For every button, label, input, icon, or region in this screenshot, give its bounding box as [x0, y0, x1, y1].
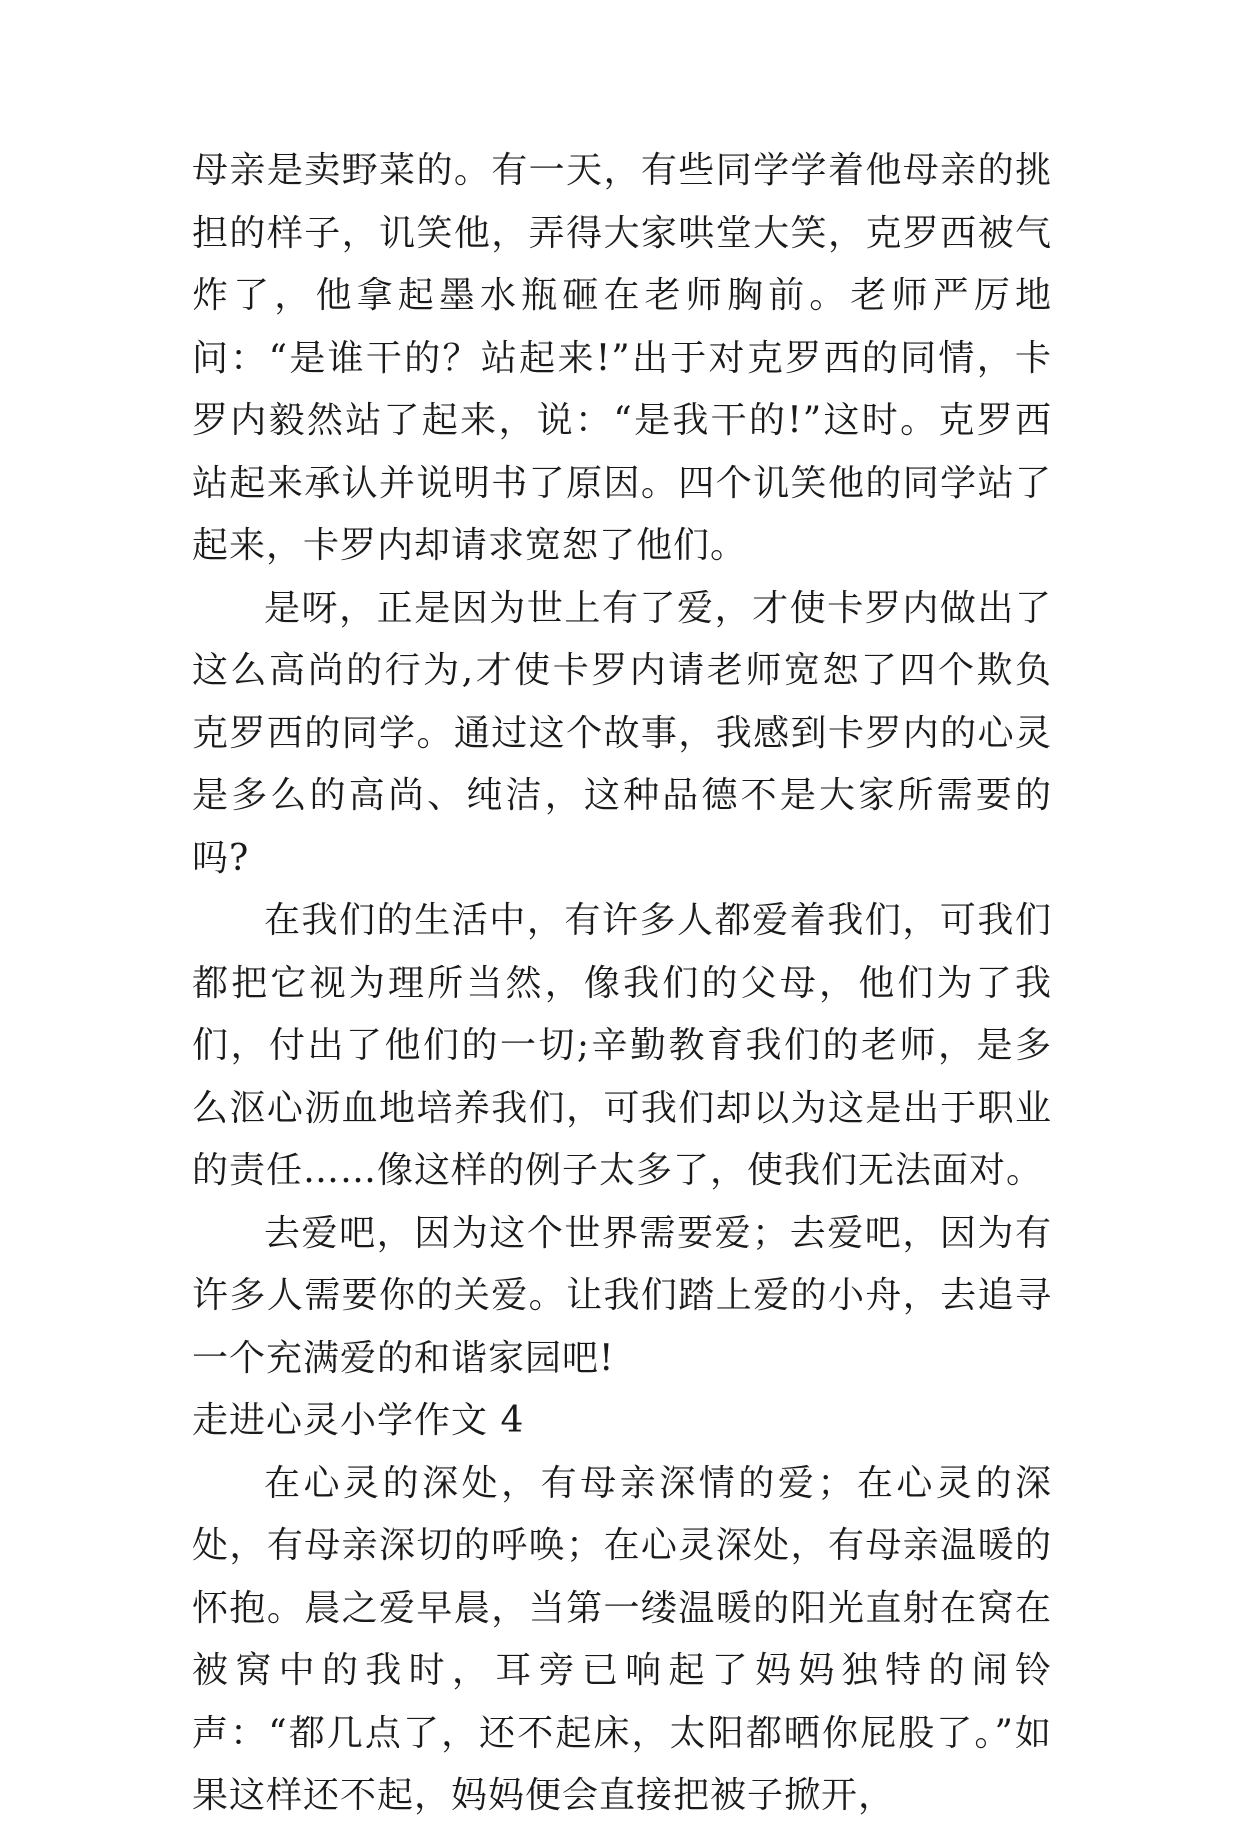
paragraph-3: 在我们的生活中，有许多人都爱着我们，可我们都把它视为理所当然，像我们的父母，他们为了我们，付出了他们的一切;辛勤教育我们的老师，是多么沤心沥血地培养我们，可我们却以为这是出于职业的责任……像这样的例子太多了，使我们无法面对。: [192, 900, 1052, 1191]
paragraph-1: 母亲是卖野菜的。有一天，有些同学学着他母亲的挑担的样子，讥笑他，弄得大家哄堂大笑，克罗西被气炸了，他拿起墨水瓶砸在老师胸前。老师严厉地问：“是谁干的？站起来!”出于对克罗西的同情，卡罗内毅然站了起来，说：“是我干的!”这时。克罗西站起来承认并说明书了原因。四个讥笑他的同学站了起来，卡罗内却请求宽恕了他们。: [192, 150, 1052, 566]
body-text: [192, 140, 1052, 1828]
paragraph-5: 在心灵的深处，有母亲深情的爱；在心灵的深处，有母亲深切的呼唤；在心灵深处，有母亲温暖的怀抱。晨之爱早晨，当第一缕温暖的阳光直射在窝在被窝中的我时，耳旁已响起了妈妈独特的闹铃声：“都几点了，还不起床，太阳都晒你屁股了。”如果这样还不起，妈妈便会直接把被子掀开，: [192, 1462, 1052, 1816]
paragraph-2: 是呀，正是因为世上有了爱，才使卡罗内做出了这么高尚的行为,才使卡罗内请老师宽恕了四个欺负克罗西的同学。通过这个故事，我感到卡罗内的心灵是多么的高尚、纯洁，这种品德不是大家所需要的吗?: [192, 587, 1052, 879]
section-heading: 走进心灵小学作文 4: [192, 1400, 525, 1441]
paragraph-4: 去爱吧，因为这个世界需要爱；去爱吧，因为有许多人需要你的关爱。让我们踏上爱的小舟，去追寻一个充满爱的和谐家园吧!: [192, 1212, 1052, 1379]
